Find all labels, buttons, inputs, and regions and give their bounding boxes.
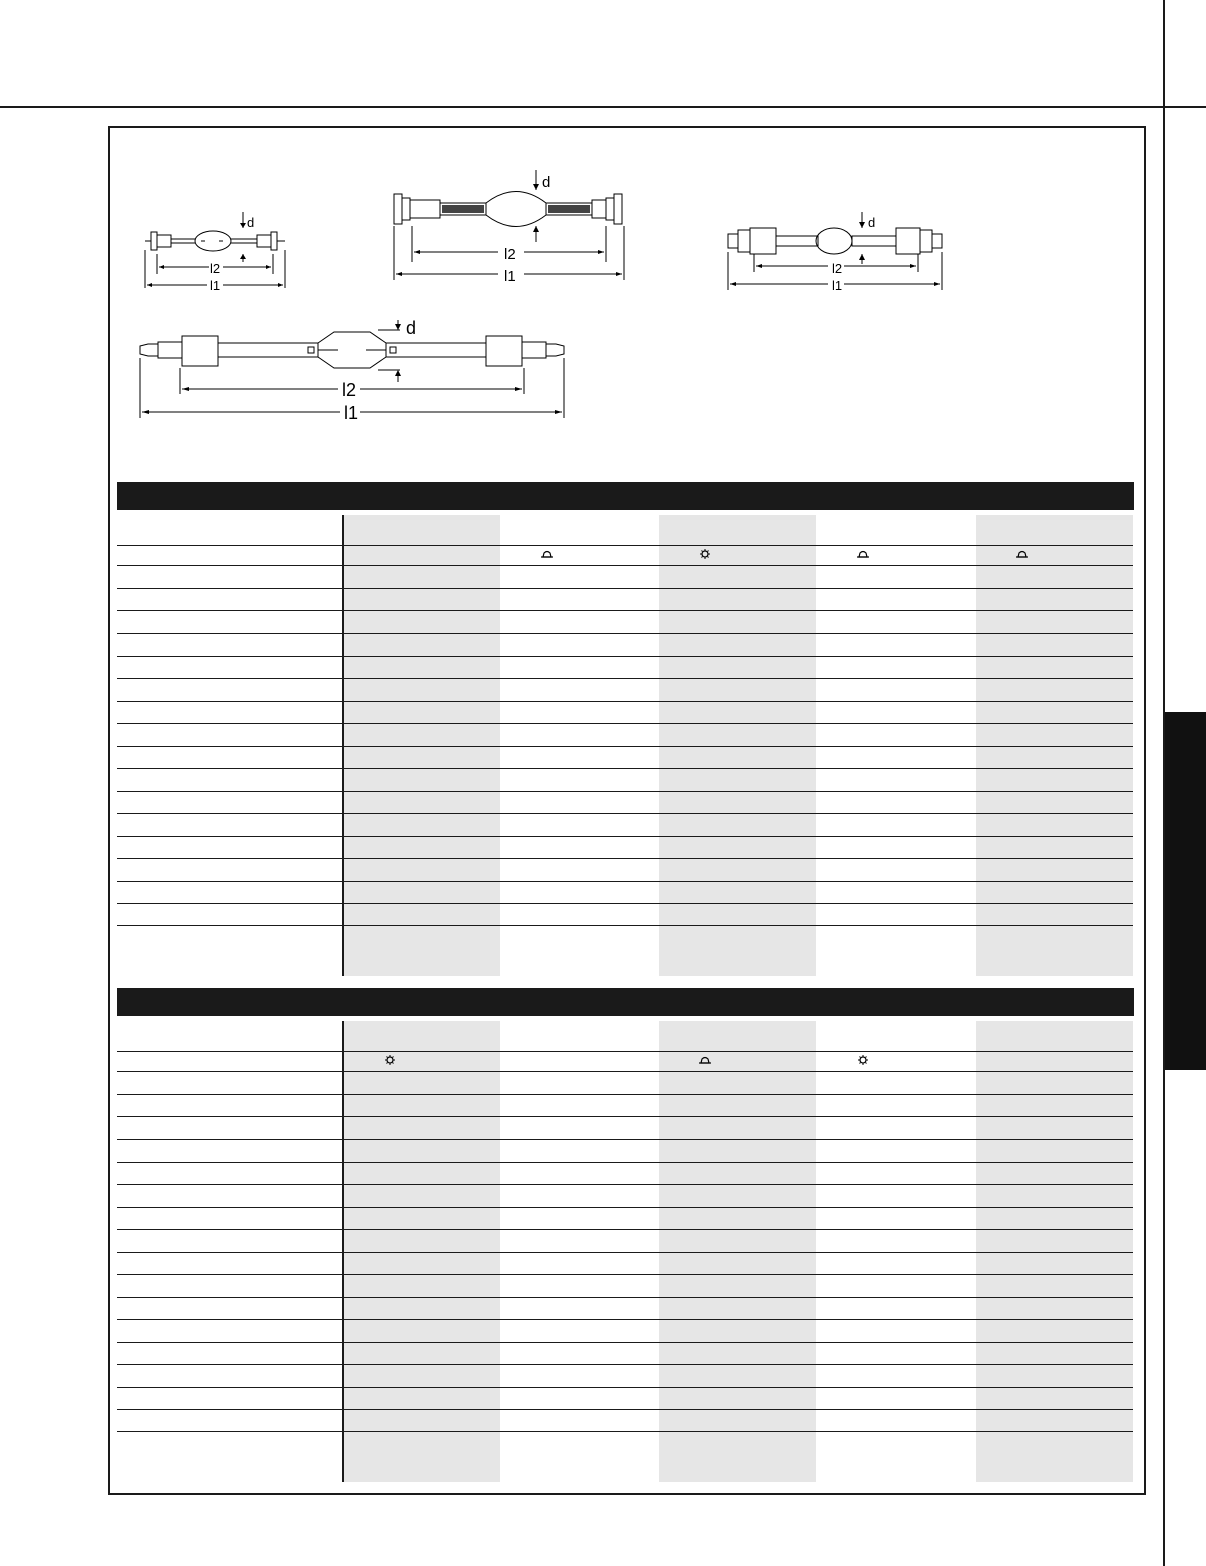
sun-icon [384, 1055, 396, 1065]
diagram-label-l2: l2 [504, 246, 516, 263]
diagram-label-l2: l2 [210, 261, 221, 276]
table-row-line [117, 1094, 1133, 1095]
table-row-line [117, 836, 1133, 837]
table-row-line [117, 1116, 1133, 1117]
table-row-line [117, 1274, 1133, 1275]
lamp-horizontal-icon [699, 1055, 711, 1065]
table-row-line [117, 1297, 1133, 1298]
table-row-line [117, 1252, 1133, 1253]
sun-icon [857, 1055, 869, 1065]
table-row-line [117, 656, 1133, 657]
table-row-line [117, 1071, 1133, 1072]
table-row-line [117, 633, 1133, 634]
table-row-line [117, 903, 1133, 904]
table-row-line [117, 1364, 1133, 1365]
lamp-horizontal-icon [1016, 549, 1028, 559]
table-row-line [117, 1319, 1133, 1320]
diagram-label-l2: l2 [342, 380, 357, 400]
table-row-line [117, 588, 1133, 589]
lamp-diagram-small [143, 210, 293, 294]
table-row-line [117, 858, 1133, 859]
lamp-diagram-medium [390, 170, 630, 288]
table-row-line [117, 701, 1133, 702]
table-row-line [117, 1207, 1133, 1208]
table-row-line [117, 881, 1133, 882]
diagram-label-l1: l1 [504, 268, 516, 285]
table-row-line [117, 678, 1133, 679]
data-table-1 [117, 515, 1133, 976]
table-row-line [117, 1342, 1133, 1343]
lamp-diagram-right [726, 208, 948, 294]
section-header-bar-2 [117, 988, 1134, 1016]
table-row-line [117, 545, 1133, 546]
lamp-horizontal-icon [857, 549, 869, 559]
table-row-line [117, 791, 1133, 792]
table-row-line [117, 1162, 1133, 1163]
table-row-line [117, 925, 1133, 926]
diagram-label-d: d [247, 215, 255, 230]
diagram-label-l2: l2 [832, 261, 843, 276]
top-rule [0, 106, 1206, 108]
diagram-label-d: d [868, 215, 876, 230]
table-row-line [117, 1184, 1133, 1185]
diagram-label-l1: l1 [210, 278, 221, 293]
section-header-bar-1 [117, 482, 1134, 510]
table-row-line [117, 723, 1133, 724]
table-row-line [117, 1431, 1133, 1432]
table-row-line [117, 813, 1133, 814]
lamp-horizontal-icon [541, 549, 553, 559]
table-row-line [117, 746, 1133, 747]
table-row-line [117, 610, 1133, 611]
lamp-diagram-large [138, 316, 570, 424]
diagram-label-d: d [406, 318, 417, 338]
table-row-line [117, 1229, 1133, 1230]
table-row-line [117, 1387, 1133, 1388]
side-tab [1165, 712, 1206, 1070]
table-row-line [117, 565, 1133, 566]
diagram-label-d: d [542, 174, 551, 191]
table-row-line [117, 1051, 1133, 1052]
sun-icon [699, 549, 711, 559]
data-table-2 [117, 1021, 1133, 1482]
table-row-line [117, 1409, 1133, 1410]
diagram-label-l1: l1 [344, 403, 359, 423]
diagram-label-l1: l1 [832, 278, 843, 293]
table-row-line [117, 1139, 1133, 1140]
table-row-line [117, 768, 1133, 769]
